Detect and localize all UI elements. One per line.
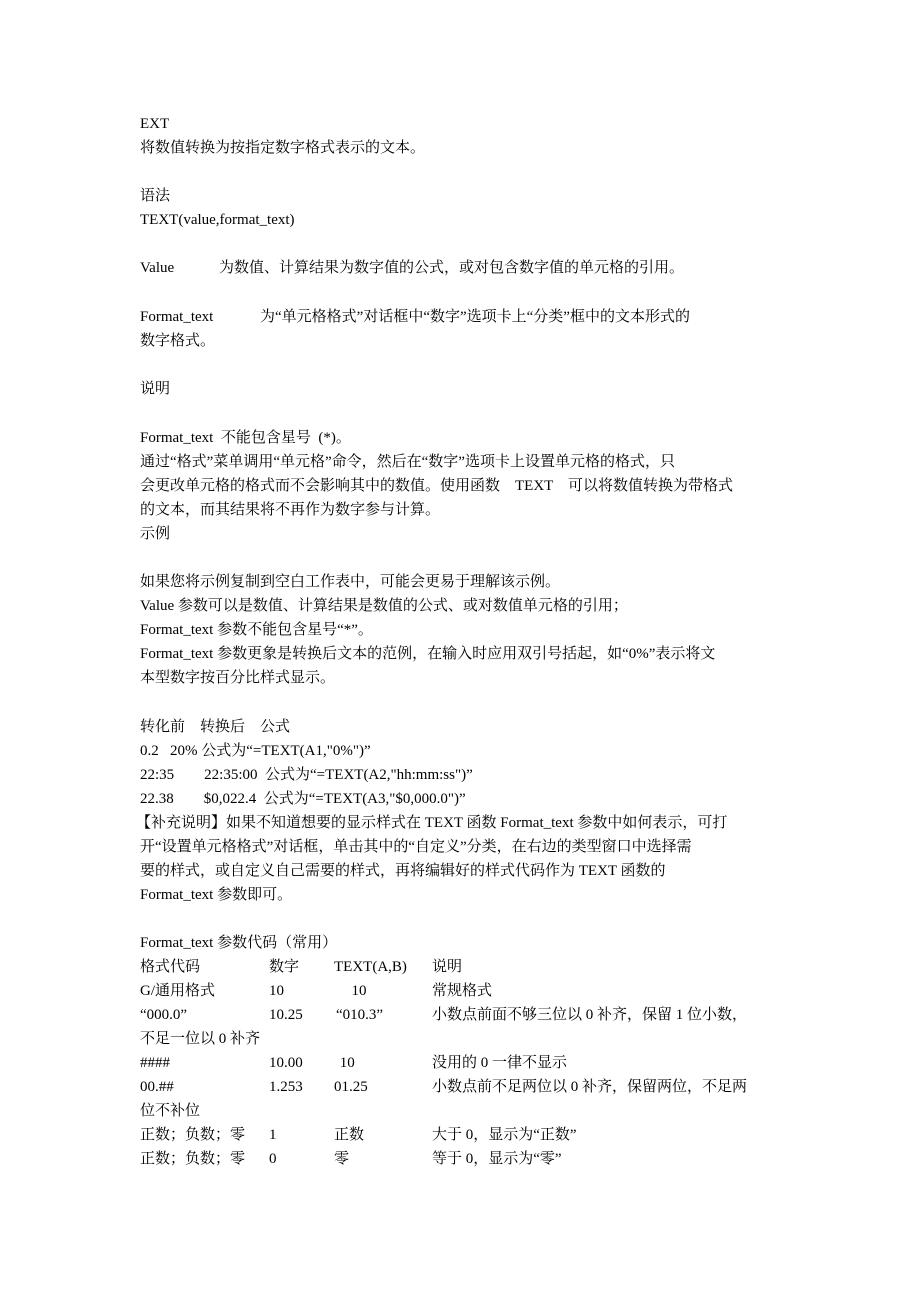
table-cell-code: 00.## [140, 1079, 174, 1095]
doc-title: EXT [140, 116, 170, 132]
table-cell-result: 10 [344, 983, 367, 999]
table-cell-desc: 没用的 0 一律不显示 [432, 1055, 568, 1071]
param-value-name: Value [140, 260, 175, 276]
example-paragraph: 本型数字按百分比样式显示。 [140, 670, 336, 686]
table-cell-desc: 小数点前不足两位以 0 补齐，保留两位，不足两 [432, 1079, 748, 1095]
param-format-desc: 为“单元格格式”对话框中“数字”选项卡上“分类”框中的文本形式的 [260, 309, 690, 325]
table-cell-desc: 常规格式 [432, 983, 493, 999]
example-paragraph: Value 参数可以是数值、计算结果是数值的公式、或对数值单元格的引用； [140, 598, 628, 614]
table-cell-code: G/通用格式 [140, 983, 216, 999]
notes-heading: 说明 [140, 381, 171, 397]
note-line: Format_text 不能包含星号 (*)。 [140, 430, 351, 446]
supplement-line: Format_text 参数即可。 [140, 887, 293, 903]
table-cell-desc: 小数点前面不够三位以 0 补齐，保留 1 位小数， [432, 1007, 748, 1023]
table-cell-code: #### [140, 1055, 170, 1071]
table-cell-result: 10 [336, 1055, 355, 1071]
table-cell-code: 正数；负数；零 [140, 1151, 246, 1167]
table-cell-number: 10 [269, 983, 284, 999]
syntax-heading: 语法 [140, 188, 171, 204]
example-heading: 示例 [140, 526, 171, 542]
note-line: 的文本，而其结果将不再作为数字参与计算。 [140, 502, 441, 518]
table-cell-number: 10.00 [269, 1055, 303, 1071]
table-header-result: TEXT(A,B) [334, 959, 407, 975]
table-header-code: 格式代码 [140, 959, 201, 975]
conversion-row: 0.2 20% 公式为“=TEXT(A1,"0%")” [140, 743, 371, 759]
conversion-header: 转化前 转换后 公式 [140, 719, 291, 735]
param-format-desc-cont: 数字格式。 [140, 333, 216, 349]
example-paragraph: Format_text 参数更象是转换后文本的范例，在输入时应用双引号括起，如“0%”表示将文 [140, 646, 716, 662]
param-format-name: Format_text [140, 309, 214, 325]
supplement-line: 要的样式，或自定义自己需要的样式，再将编辑好的样式代码作为 TEXT 函数的 [140, 863, 666, 879]
table-cell-result: 零 [334, 1151, 350, 1167]
table-cell-desc: 等于 0，显示为“零” [432, 1151, 562, 1167]
table-header-number: 数字 [269, 959, 300, 975]
table-cell-desc-cont: 不足一位以 0 补齐 [140, 1031, 261, 1047]
intro-text: 将数值转换为按指定数字格式表示的文本。 [140, 140, 426, 156]
param-value-desc: 为数值、计算结果为数字值的公式，或对包含数字值的单元格的引用。 [219, 260, 685, 276]
syntax-text: TEXT(value,format_text) [140, 212, 295, 228]
table-cell-number: 10.25 [269, 1007, 303, 1023]
table-cell-number: 0 [269, 1151, 277, 1167]
table-cell-code: “000.0” [140, 1007, 188, 1023]
codes-heading: Format_text 参数代码（常用） [140, 935, 338, 951]
table-cell-number: 1.253 [269, 1079, 303, 1095]
table-cell-result: 01.25 [334, 1079, 368, 1095]
table-header-desc: 说明 [432, 959, 463, 975]
supplement-line: 开“设置单元格格式”对话框，单击其中的“自定义”分类，在右边的类型窗口中选择需 [140, 839, 692, 855]
table-cell-result: 正数 [334, 1127, 365, 1143]
note-line: 会更改单元格的格式而不会影响其中的数值。使用函数 TEXT 可以将数值转换为带格式 [140, 478, 734, 494]
conversion-row: 22:35 22:35:00 公式为“=TEXT(A2,"hh:mm:ss")” [140, 767, 473, 783]
example-paragraph: 如果您将示例复制到空白工作表中，可能会更易于理解该示例。 [140, 574, 561, 590]
table-cell-result: “010.3” [336, 1007, 384, 1023]
note-line: 通过“格式”菜单调用“单元格”命令，然后在“数字”选项卡上设置单元格的格式，只 [140, 454, 675, 470]
table-cell-desc: 大于 0，显示为“正数” [432, 1127, 577, 1143]
table-cell-desc-cont: 位不补位 [140, 1103, 201, 1119]
table-cell-code: 正数；负数；零 [140, 1127, 246, 1143]
table-cell-number: 1 [269, 1127, 277, 1143]
example-paragraph: Format_text 参数不能包含星号“*”。 [140, 622, 373, 638]
conversion-row: 22.38 $0,022.4 公式为“=TEXT(A3,"$0,000.0")” [140, 791, 466, 807]
supplement-line: 【补充说明】如果不知道想要的显示样式在 TEXT 函数 Format_text 参数中如何表示，可打 [136, 815, 728, 831]
